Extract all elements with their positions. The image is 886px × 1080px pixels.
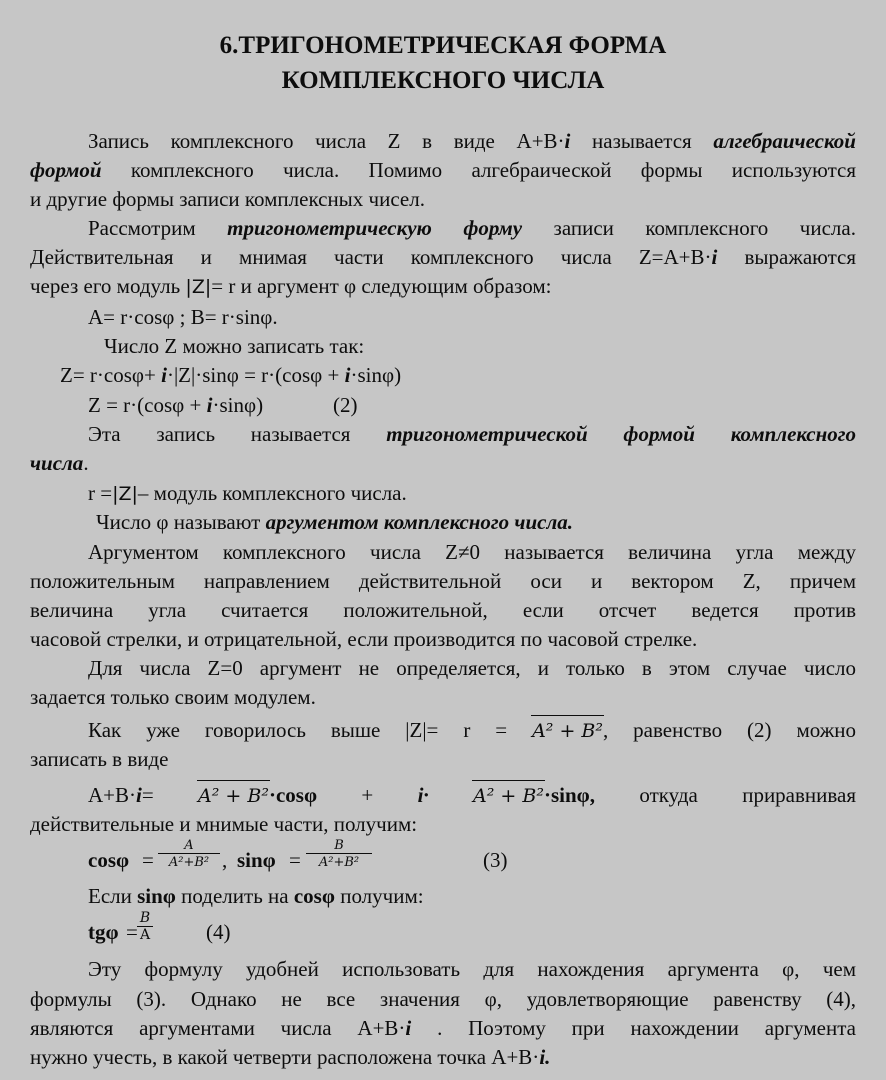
paragraph-8-line-2: записать в виде: [30, 747, 169, 771]
paragraph-11-line-3: являются аргументами числа A+B·i . Поэтому при нахождении аргумента: [30, 1016, 856, 1040]
paragraph-6-line-2: положительным направлением действительной оси и вектором Z, причем: [30, 569, 856, 593]
paragraph-7-line-1: Для числа Z=0 аргумент не определяется, и только в этом случае число: [88, 656, 856, 680]
equals-sign: =: [142, 848, 154, 872]
paragraph-6-line-4: часовой стрелки, и отрицательной, если производится по часовой стрелке.: [30, 627, 698, 651]
page-title-line2: КОМПЛЕКСНОГО ЧИСЛА: [281, 67, 605, 94]
tg-label: tgφ: [88, 920, 119, 944]
cos-fraction-numerator: A: [184, 838, 194, 853]
equation-intro: Число Z можно записать так:: [104, 334, 365, 358]
equation-4-number: (4): [206, 920, 231, 944]
page-title-line1: 6.ТРИГОНОМЕТРИЧЕСКАЯ ФОРМА: [219, 32, 667, 59]
paragraph-9-line-1: A+B·i= A² + B²·cosφ + i· A² + B²·sinφ, откуда приравнивая: [88, 780, 856, 810]
paragraph-3-line-1: Эта запись называется тригонометрической формой комплексного: [88, 422, 856, 446]
paragraph-10: Если sinφ поделить на cosφ получим:: [88, 884, 424, 908]
paragraph-2-line-1: Рассмотрим тригонометрическую форму записи комплексного числа.: [88, 216, 856, 240]
sin-fraction: [306, 838, 372, 870]
sin-fraction-numerator: B: [334, 838, 344, 853]
paragraph-9-line-2: действительные и мнимые части, получим:: [30, 812, 418, 836]
paragraph-6-line-3: величина угла считается положительной, если отсчет ведется против: [30, 598, 856, 622]
equation-2: Z = r·(cosφ + i·sinφ): [88, 393, 264, 417]
cos-fraction: [158, 838, 220, 870]
paragraph-1-line-3: и другие формы записи комплексных чисел.: [30, 187, 425, 211]
paragraph-1-line-2: формой комплексного числа. Помимо алгебраической формы используются: [30, 158, 856, 182]
tg-fraction-numerator: B: [139, 910, 151, 926]
sqrt-expression: A² + B²: [532, 715, 603, 745]
paragraph-1-line-1: Запись комплексного числа Z в виде A+B·i называется алгебраической: [88, 129, 856, 153]
paragraph-11-line-2: формулы (3). Однако не все значения φ, удовлетворяющие равенству (4),: [30, 987, 856, 1011]
tg-fraction: [137, 911, 153, 943]
paragraph-2-line-2: Действительная и мнимая части комплексного числа Z=A+B·i выражаются: [30, 245, 856, 269]
modulus-definition: r =|Z|– модуль комплексного числа.: [88, 481, 407, 505]
cos-fraction-denominator: A²+B²: [158, 853, 220, 870]
sin-label: sinφ: [237, 848, 276, 872]
argument-definition: Число φ называют аргументом комплексного числа.: [96, 510, 573, 534]
equals-sign: =: [289, 848, 301, 872]
equation-a-b: A= r·cosφ ; B= r·sinφ.: [88, 305, 278, 329]
paragraph-3-line-2: числа.: [30, 451, 89, 475]
sin-fraction-denominator: A²+B²: [306, 853, 372, 870]
tg-fraction-denominator: A: [137, 926, 153, 943]
cos-label: cosφ: [88, 848, 130, 872]
paragraph-2-line-3: через его модуль |Z|= r и аргумент φ следующим образом:: [30, 274, 552, 298]
equation-3-number: (3): [483, 848, 508, 872]
equals-sign: =: [126, 920, 138, 944]
comma: ,: [222, 848, 228, 872]
equation-2-number: (2): [333, 393, 358, 417]
paragraph-6-line-1: Аргументом комплексного числа Z≠0 называется величина угла между: [88, 540, 856, 564]
paragraph-11-line-4: нужно учесть, в какой четверти расположена точка A+B·i.: [30, 1045, 551, 1069]
equation-z-expanded: Z= r·cosφ+ i·|Z|·sinφ = r·(cosφ + i·sinφ): [60, 363, 402, 387]
paragraph-7-line-2: задается только своим модулем.: [30, 685, 316, 709]
paragraph-11-line-1: Эту формулу удобней использовать для нахождения аргумента φ, чем: [88, 957, 856, 981]
paragraph-8-line-1: Как уже говорилось выше |Z|= r = A² + B², равенство (2) можно: [88, 715, 856, 745]
